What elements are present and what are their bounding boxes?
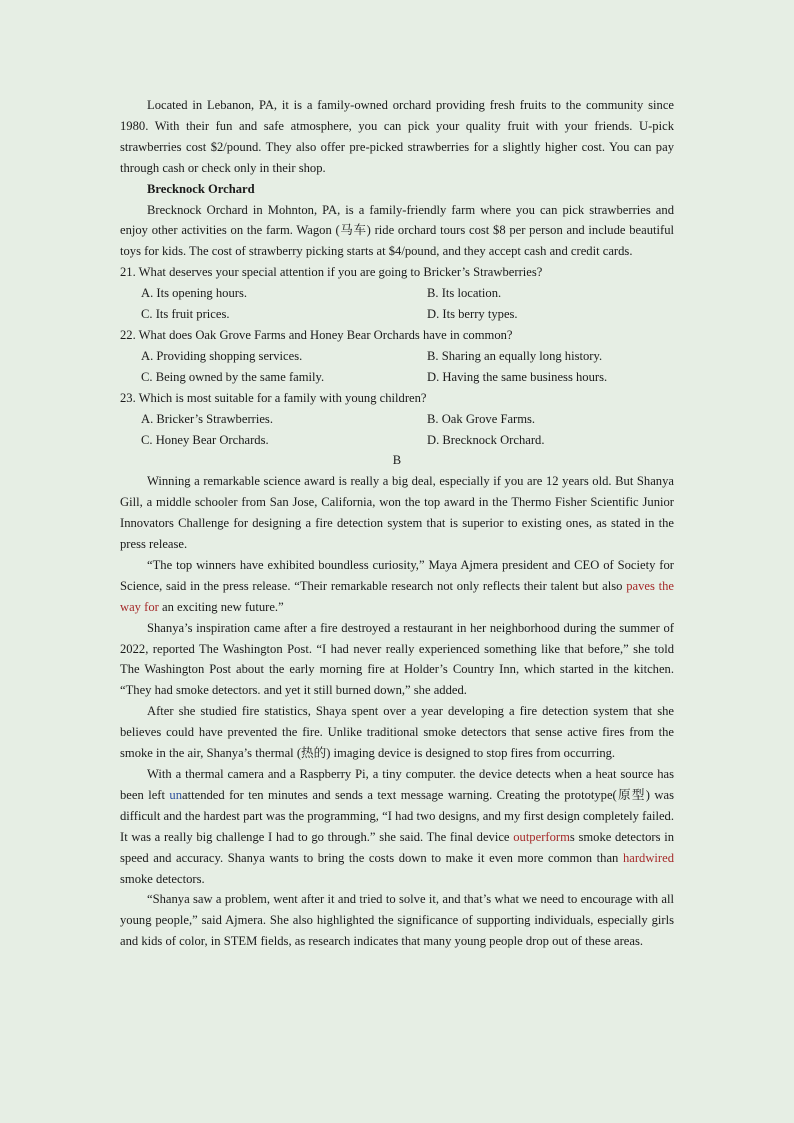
highlighted-phrase: paves the way for (120, 578, 674, 614)
text-segment: With a thermal camera and a Raspberry Pi, a tiny computer. the device detects when a heat source has been left (120, 767, 674, 802)
paragraph-device (120, 764, 674, 889)
text-segment: an exciting new future.” (158, 599, 284, 614)
paragraph-inspiration: Shanya’s inspiration came after a fire destroyed a restaurant in her neighborhood during the summer of 2022, reported The Washington Post. “I had never really experienced something like that before,” she told The Washington Post about the early morning fire at Holder’s Country Inn, which started in the kitchen. “They had smoke detectors. and yet it still burned down,” she added. (120, 620, 674, 698)
option-a: A. Providing shopping services. (141, 348, 303, 363)
highlighted-word: hardwired (622, 850, 674, 865)
question-stem: 23. Which is most suitable for a family with young children? (120, 390, 427, 405)
paragraph-lebanon-orchard: Located in Lebanon, PA, it is a family-owned orchard providing fresh fruits to the community since 1980. With their fun and safe atmosphere, you can pick your quality fruit with your friends. U-pick strawberries cost $2/pound. They also offer pre-picked strawberries for a slightly higher cost. You can pay through cash or check only in their shop. (120, 98, 674, 175)
paragraph-quote-ajmera (120, 555, 674, 618)
paragraph-fire-statistics: After she studied fire statistics, Shaya spent over a year developing a fire detection system that she believes could have prevented the fire. Unlike traditional smoke detectors that sense active fires from the smoke in the air, Shanya’s thermal (热的) imaging device is designed to stop fires from occurring. (120, 704, 674, 761)
text-segment: smoke detectors. (120, 871, 205, 886)
option-d: D. Having the same business hours. (427, 369, 608, 384)
paragraph-award: Winning a remarkable science award is really a big deal, especially if you are 12 years old. But Shanya Gill, a middle schooler from San Jose, California, won the top award in the Thermo Fisher Scientific Junior Innovators Challenge for designing a fire detection system that is superior to existing ones, as stated in the press release. (120, 474, 674, 552)
option-row (120, 367, 674, 388)
paragraph-encourage: “Shanya saw a problem, went after it and tried to solve it, and that’s what we need to encourage with all young people,” said Ajmera. She also highlighted the significance of supporting individuals, especially girls and kids of color, in STEM fields, as research indicates that many young people drop out of these areas. (120, 892, 674, 949)
question-22 (120, 325, 674, 388)
option-b: B. Oak Grove Farms. (427, 411, 536, 426)
text-segment: “The top winners have exhibited boundless curiosity,” Maya Ajmera president and CEO of Society for Science, said in the press release. “Their remarkable research not only reflects their talent but also (120, 557, 674, 593)
option-row (120, 430, 674, 451)
question-stem: 22. What does Oak Grove Farms and Honey Bear Orchards have in common? (120, 327, 513, 342)
option-row (120, 409, 674, 430)
paragraph-brecknock-orchard: Brecknock Orchard in Mohnton, PA, is a family-friendly farm where you can pick strawberries and enjoy other activities on the farm. Wagon (马车) ride orchard tours cost $8 per person and include beautiful toys for kids. The cost of strawberry picking starts at $4/pound, and they accept cash and credit cards. (120, 202, 674, 259)
text-segment: attended for ten minutes and sends a text message warning. Creating the prototype(原型) was difficult and the hardest part was the programming, “I had two designs, and my first design completely failed. It was a really big challenge I had to go through.” she said. The final device (120, 787, 674, 844)
question-23 (120, 388, 674, 451)
section-b-label: B (392, 453, 402, 468)
option-b: B. Sharing an equally long history. (427, 348, 603, 363)
option-d: D. Brecknock Orchard. (427, 432, 545, 447)
option-b: B. Its location. (427, 286, 502, 301)
highlighted-word: outperform (513, 829, 570, 844)
option-a: A. Its opening hours. (141, 286, 247, 301)
option-a: A. Bricker’s Strawberries. (141, 411, 273, 426)
option-row (120, 304, 674, 325)
text-segment: s smoke detectors in speed and accuracy. Shanya wants to bring the costs down to make it even more common than (120, 829, 674, 865)
highlighted-prefix: un (169, 787, 183, 802)
heading-brecknock-orchard: Brecknock Orchard (147, 181, 255, 196)
option-row (120, 283, 674, 304)
option-d: D. Its berry types. (427, 307, 518, 322)
question-stem: 21. What deserves your special attention if you are going to Bricker’s Strawberries? (120, 265, 543, 280)
option-c: C. Being owned by the same family. (141, 369, 325, 384)
option-row (120, 346, 674, 367)
option-c: C. Honey Bear Orchards. (141, 432, 269, 447)
question-21 (120, 262, 674, 325)
option-c: C. Its fruit prices. (141, 307, 230, 322)
